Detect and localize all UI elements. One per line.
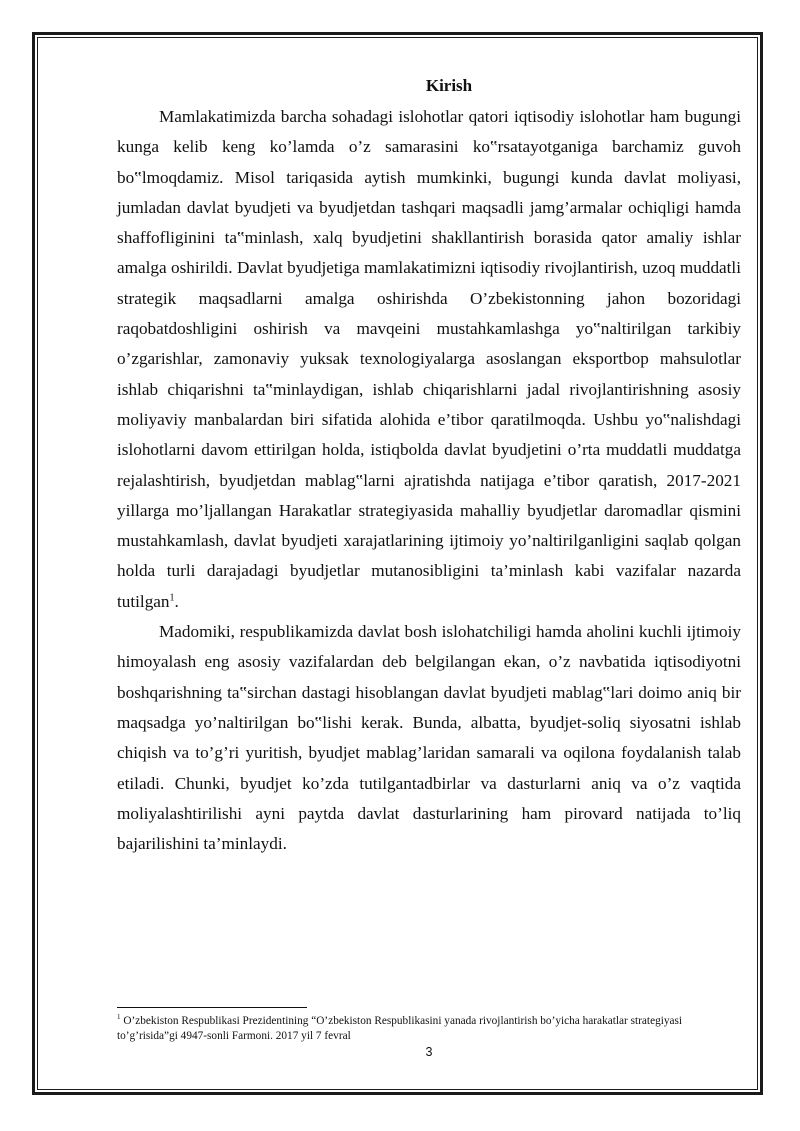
paragraph-1 <box>117 102 741 617</box>
footnote-reference[interactable]: 1 <box>169 592 175 604</box>
section-title: Kirish <box>425 76 473 95</box>
footnote <box>117 1014 741 1044</box>
footnote-separator <box>117 1007 307 1008</box>
paragraph-1-text: Mamlakatimizda barcha sohadagi islohotlar qatori iqtisodiy islohotlar ham bugungi kunga kelib keng ko’lamda o’z samarasini ko‟rsatayotganiga barchamiz guvoh bo‟lmoqdamiz. Misol tariqasida aytish mumkinki, bugungi kunda davlat moliyasi, jumladan davlat byudjeti va byudjetdan tashqari maqsadli jamg’armalar ochiqligi hamda shaffofliginini ta‟minlash, xalq byudjetini shakllantirish borasida qator amaliy ishlar amalga oshirildi. Davlat byudjetiga mamlakatimizni iqtisodiy rivojlantirish, uzoq muddatli strategik maqsadlarni amalga oshirishda O’zbekistonning jahon bozoridagi raqobatdoshligini oshirish va mavqeini mustahkamlashga yo‟naltirilgan tarkibiy o’zgarishlar, zamonaviy yuksak texnologiyalarga asoslangan eksportbop mahsulotlar ishlab chiqarishni ta‟minlaydigan, ishlab chiqarishlarni jadal rivojlantirishning asosiy moliyaviy manbalardan biri sifatida alohida e’tibor qaratilmoqda. Ushbu yo‟nalishdagi islohotlarni davom ettirilgan holda, istiqbolda davlat byudjetini o’rta muddatli muddatga rejalashtirish, byudjetdan mablag‟larni ajratishda natijaga e’tibor qaratish, 2017-2021 yillarga mo’ljallangan Harakatlar strategiyasida mahalliy byudjetlar daromadlar qismini mustahkamlash, davlat byudjeti xarajatlarining ijtimoiy yo’naltirilganligini saqlab qolgan holda turli darajadagi byudjetlar mutanosibligini ta’minlash kabi vazifalar nazarda tutilgan <box>117 107 741 611</box>
paragraph-1-end: . <box>174 591 179 611</box>
footnote-marker: 1 <box>117 1013 121 1022</box>
footnote-text: O’zbekiston Respublikasi Prezidentining “O’zbekiston Respublikasini yanada rivojlantirish bo’yicha harakatlar strategiyasi to’g’risida”gi 4947-sonli Farmoni. 2017 yil 7 fevral <box>117 1015 683 1042</box>
paragraph-2: Madomiki, respublikamizda davlat bosh islohatchiligi hamda aholini kuchli ijtimoiy himoyalash eng asosiy vazifalardan deb belgilangan ekan, o’z navbatida iqtisodiyotni boshqarishning ta‟sirchan dastagi hisoblangan davlat byudjeti mablag‟lari doimo aniq bir maqsadga yo’naltirilgan bo‟lishi kerak. Bunda, albatta, byudjet-soliq siyosatni ishlab chiqish va to’g’ri yuritish, byudjet mablag’laridan samarali va oqilona foydalanish talab etiladi. Chunki, byudjet ko’zda tutilgantadbirlar va dasturlarni aniq va o’z vaqtida moliyalashtirilishi ayni paytda davlat dasturlarining ham pirovard natijada to’liq bajarilishini ta’minlaydi. <box>117 622 741 854</box>
page-number: 3 <box>425 1045 433 1059</box>
document-body <box>117 74 741 859</box>
